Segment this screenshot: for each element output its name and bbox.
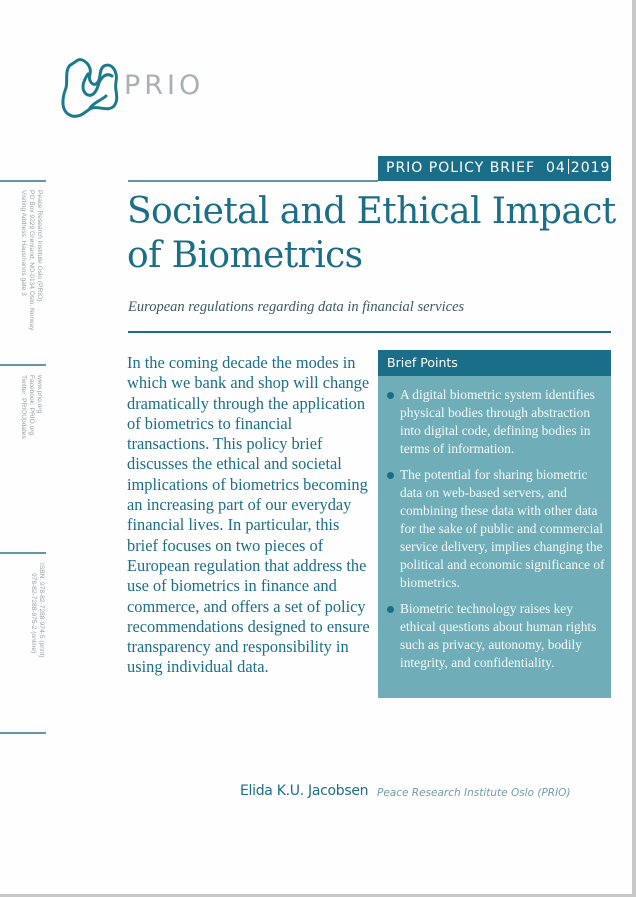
brief-points-list [378, 376, 611, 672]
author-affiliation: Peace Research Institute Oslo (PRIO) [377, 787, 571, 799]
bullet-icon [387, 606, 394, 613]
isbn-print: ISBN: 978-82-7288-974-5 (print) [38, 563, 45, 658]
intro-paragraph [127, 353, 372, 678]
twitter-link[interactable]: Twitter: PRIOUpdates [20, 375, 27, 439]
document-title: Societal and Ethical Impact of Biometrics [127, 191, 616, 276]
margin-divider [0, 552, 46, 554]
title-rule [128, 331, 611, 333]
series-rule [128, 180, 378, 182]
address-line: Peace Research Institute Oslo (PRIO) [36, 190, 43, 302]
brief-points-heading: Brief Points [378, 350, 611, 376]
issue-year: 2019 [570, 160, 611, 176]
brief-point-text: A digital biometric system identifies physical bodies through abstraction into digital code, defining bodies in terms of information. [400, 387, 595, 456]
brief-point-text: The potential for sharing biometric data on web-based servers, and combining these data with other data for the sake of public and commercial service delivery, implies changing the political and economic significance of biometrics. [400, 467, 605, 590]
issue-separator [568, 159, 569, 174]
prio-logo-text: PRIO [124, 70, 205, 101]
address-block [19, 190, 43, 355]
brief-point [400, 466, 607, 592]
facebook-link[interactable]: Facebook: PRIO.org [28, 375, 35, 436]
bullet-icon [387, 392, 394, 399]
issue-number: 04 [545, 160, 566, 176]
margin-divider [0, 364, 46, 366]
author-name: Elida K.U. Jacobsen [240, 783, 369, 799]
address-line: PO Box 9229 Grønland, NO-0134 Oslo, Norway [28, 190, 35, 331]
brief-point [400, 386, 607, 458]
website-link[interactable]: www.prio.org [36, 375, 43, 414]
bullet-icon [387, 472, 394, 479]
margin-divider [0, 180, 46, 182]
intro-text: In the coming decade the modes in which we bank and shop will change dramatically through the application of biometrics to financial transactions. This policy brief discusses the ethical and societal implications of biometrics becoming an increasing part of our everyday financial lives. In particular, this brief focuses on two pieces of European regulation that address the use of biometrics in finance and commerce, and offers a set of policy recommendations designed to ensure transparency and responsibility in using individual data. [127, 353, 370, 677]
brief-point-text: Biometric technology raises key ethical questions about human rights such as privacy, autonomy, bodily integrity, and confidentiality. [400, 601, 597, 670]
brief-points-box [378, 350, 611, 698]
series-badge [378, 156, 611, 181]
isbn-block [29, 563, 45, 693]
address-line: Visiting Address: Hausmanns gate 3 [20, 190, 27, 296]
brief-point [400, 600, 607, 672]
contact-block [19, 375, 43, 455]
margin-divider [0, 732, 46, 734]
series-label: PRIO POLICY BRIEF [386, 160, 536, 176]
document-subtitle: European regulations regarding data in financial services [128, 299, 465, 315]
isbn-online: 978-82-7288-975-2 (online) [30, 573, 37, 654]
